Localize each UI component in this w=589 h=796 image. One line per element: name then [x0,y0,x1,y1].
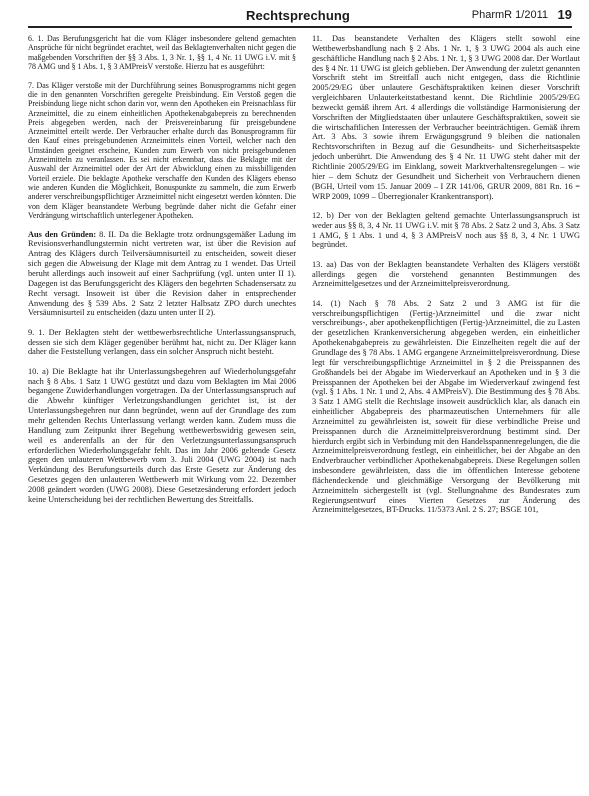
paragraph-14: 14. (1) Nach § 78 Abs. 2 Satz 2 und 3 AMG ist für die verschreibungspflichtigen (Fertig-)Arzneimittel und die zwar nicht verschreibungs-, aber apothekenpflichtigen (Fertig-)Arzneimittel, die zu Lasten der gesetzlichen Krankenversicherung abgegeben werden, ein einheitlicher Apothekenabgabepreis zu gewährleisten. Die Einzelheiten regelt die auf der Grundlage des § 78 Abs. 1 AMG ergangene Arzneimittelpreisverordnung. Diese legt für verschreibungspflichtige Arzneimittel in § 2 die Preisspannen des Großhandels bei der Abgabe im Wiederverkauf an Apotheken und in § 3 die Preisspannen der Apotheken bei der Abgabe im Wiederverkauf zwingend fest (vgl. § 1 Abs. 1 Nr. 1 und 2, Abs. 4 AMPreisV). Die Bestimmung des § 78 Abs. 3 Satz 1 AMG stellt die Rechtslage insoweit ausdrücklich klar, als danach ein einheitlicher Abgabepreis des pharmazeutischen Unternehmers für alle Arzneimittel zu gewährleisten ist, soweit für diese verbindliche Preise und Preisspannen durch die Arzneimittelpreisverordnung bestimmt sind. Der hierdurch ergibt sich in Verbindung mit den Handelsspannenregelungen, die die Arzneimittelpreisverordnung festlegt, ein einheitlicher, bei der Abgabe an den Endverbraucher verbindlicher Apothekenabgabepreis. Diese Regelungen sollen insbesondere gewährleisten, dass die im öffentlichen Interesse gebotene flächendeckende und gleichmäßige Versorgung der Bevölkerung mit Arzneimitteln sichergestellt ist (vgl. Stellungnahme des Bundesrates zum Regierungsentwurf eines Vierten Gesetzes zur Änderung des Arzneimittelgesetzes, BT-Drucks. 11/5373 Anl. 2 S. 27; BSGE 101, [312,298,580,515]
paragraph-10: 10. a) Die Beklagte hat ihr Unterlassungsbegehren auf Wiederholungsgefahr nach § 8 Abs. 1 Satz 1 UWG gestützt und dazu vom Beklagten im Mai 2006 begangene Zuwiderhandlungen vorgetragen. Da der Unterlassungsanspruch auf die Abwehr künftiger Verletzungshandlungen gerichtet ist, ist der Unterlassungsbegehren nur dann begründet, wenn auf der Grundlage des zum mehr geltenden Rechts Unterlassung verlangt werden kann. Zudem muss die Handlung zum Zeitpunkt ihrer Begehung wettbewerbswidrig gewesen sein, weil es anderenfalls an der für den Verletzungsunterlassungsanspruch erforderlichen Wiederholungsgefahr fehlt. Das im Jahr 2006 geltende Gesetz gegen den unlauteren Wettbewerb vom 3. Juli 2004 (UWG 2004) ist nach Verkündung des Berufungsurteils durch das Erste Gesetz zur Änderung des Gesetzes gegen den unlauteren Wettbewerb mit Wirkung vom 22. Dezember 2008 geändert worden (UWG 2008). Diese Gesetzesänderung erfordert jedoch keine Unterscheidung bei der rechtlichen Bewertung des Streitfalls. [28,366,296,504]
paragraph-11: 11. Das beanstandete Verhalten des Klägers stellt sowohl eine Wettbewerbshandlung nach § 2 Abs. 1 Nr. 1, § 3 UWG 2004 als auch eine geschäftliche Handlung nach § 2 Abs. 1 Nr. 1, § 3 UWG 2008 dar. Der Wortlaut des § 4 Nr. 11 UWG ist gleich geblieben. Der Anwendung der zuletzt genannten Vorschrift steht im Streitfall auch nicht entgegen, dass die Richtlinie 2005/29/EG über unlautere Geschäftspraktiken keinen dieser Vorschrift vergleichbaren Unlauterkeitstatbestand kennt. Die Richtlinie 2005/29/EG bezweckt gemäß ihrem Art. 4 allerdings die vollständige Harmonisierung der Vorschriften der Mitgliedstaaten über unlautere Geschäftspraktiken, soweit sie die wirtschaftlichen Interessen der Verbraucher beeinträchtigen. Gemäß ihrem Art. 3 Abs. 3 sowie ihrem Erwägungsgrund 9 bleiben die nationalen Rechtsvorschriften in Bezug auf die Gesundheits- und Sicherheitsaspekte jedoch unberührt. Die Anwendung des § 4 Nr. 11 UWG steht daher mit der Richtlinie 2005/29/EG im Einklang, soweit Marktverhaltensregelungen – wie hier – dem Schutz der Gesundheit und Sicherheit von Verbrauchern dienen (BGH, Urteil vom 15. Januar 2009 – I ZR 141/06, GRUR 2009, 881 Rn. 16 = WRP 2009, 1099 – Überregionaler Krankentransport). [312,34,580,201]
paragraph-8-text: 8. II. Da die Beklagte trotz ordnungsgemäßer Ladung im Revisionsverhandlungstermin nicht vertreten war, ist über die Revision auf Antrag des Klägers durch Teilversäumnisurteil zu entscheiden, soweit dieser sich gegen die Abweisung der Klage mit dem Antrag zu 1 wendet. Das Urteil beruht allerdings auch insoweit auf einer Sachprüfung (vgl. unten unter II 1). Dagegen ist das Berufungsgericht des Klägers den begehrten Schadensersatz zu Recht versagt. Insoweit ist über die Revision daher in entsprechender Anwendung des § 539 Abs. 2 Satz 2 letzter Halbsatz ZPO durch unechtes Versäumnisurteil zu entscheiden (dazu unten unter II 2). [28,229,296,318]
left-column [28,34,296,514]
section-title: Rechtsprechung [246,8,350,23]
paragraph-12: 12. b) Der von der Beklagten geltend gemachte Unterlassungsanspruch ist weder aus §§ 8, 3, 4 Nr. 11 UWG i.V. mit § 78 Abs. 2 Satz 2 und 3, Abs. 3 Satz 1 AMG, § 1 Abs. 1 und 4, § 3 AMPreisV noch aus §§ 8, 3, 4 Nr. 1 UWG begründet. [312,210,580,250]
paragraph-6: 6. 1. Das Berufungsgericht hat die vom Kläger insbesondere geltend gemachten Ansprüche für nicht begründet erachtet, weil das Beklagtenverhalten nicht gegen die maßgebenden Vorschriften der §§ 3 Abs. 1, 3 Nr. 1, §§ 1, 4 Nr. 11 UWG i.V. mit § 78 AMG und § 1 Abs. 1, § 3 AMPreisV verstoße. Hierzu hat es ausgeführt: [28,34,296,71]
paragraph-7: 7. Das Kläger verstoße mit der Durchführung seines Bonusprogramms nicht gegen die in den genannten Vorschriften geregelte Preisbindung. Ein Verstoß gegen die Preisbindung liege nicht schon darin vor, wenn den Apotheken ein Preisnachlass für Arzneimittel, die zu einem einheitlichen Apothekenabgabepreis zu berechnenden Preis abgegeben werden, nach der Preisvereinbarung für preisgebundene Arzneimittel erteilt werde. Der Verbraucher erhalte durch das Bonusprogramm für den Kauf eines preisgebundenen Arzneimittels einen Vorteil, welcher nach den Umständen geeignet erscheine, Kunden zum Erwerb von nicht preisgebundenen Arzneimitteln zu veranlassen. Es sei nicht erkennbar, dass die Beklagte mit der Auswahl der Arzneimittel oder der Art der Abwicklung einen zu missbilligenden Vorteil erziele. Die beklagte Apotheke verschaffe den Kunden des Klägers ebenso wie anderen Kunden die Möglichkeit, Bonuspunkte zu sammeln, die zum Erwerb anderer verschreibungspflichtiger Arzneimittel nicht eingesetzt werden könnten. Die von dem Kläger beanstandete Werbung begründe daher nicht die Gefahr einer Verdrängung wirtschaftlich unterlegener Apotheken. [28,80,296,220]
paragraph-8 [28,230,296,319]
page-number: 19 [557,7,572,22]
paragraph-13: 13. aa) Das von der Beklagten beanstandete Verhalten des Klägers verstößt allerdings gegen die vorstehend genannten Bestimmungen des Arzneimittelgesetzes und der Arzneimittelpreisverordnung. [312,259,580,289]
right-column [312,34,580,525]
header-rule [28,26,572,28]
journal-issue: PharmR 1/2011 [471,9,548,21]
page-header [28,6,572,28]
paragraph-9: 9. 1. Der Beklagten steht der wettbewerbsrechtliche Unterlassungsanspruch, dessen sie sich dem Kläger gegenüber berühmt hat, nicht zu. Der Kläger kann daher die Feststellung verlangen, dass ein solcher Anspruch nicht besteht. [28,327,296,357]
reasons-heading: Aus den Gründen: [28,229,97,239]
